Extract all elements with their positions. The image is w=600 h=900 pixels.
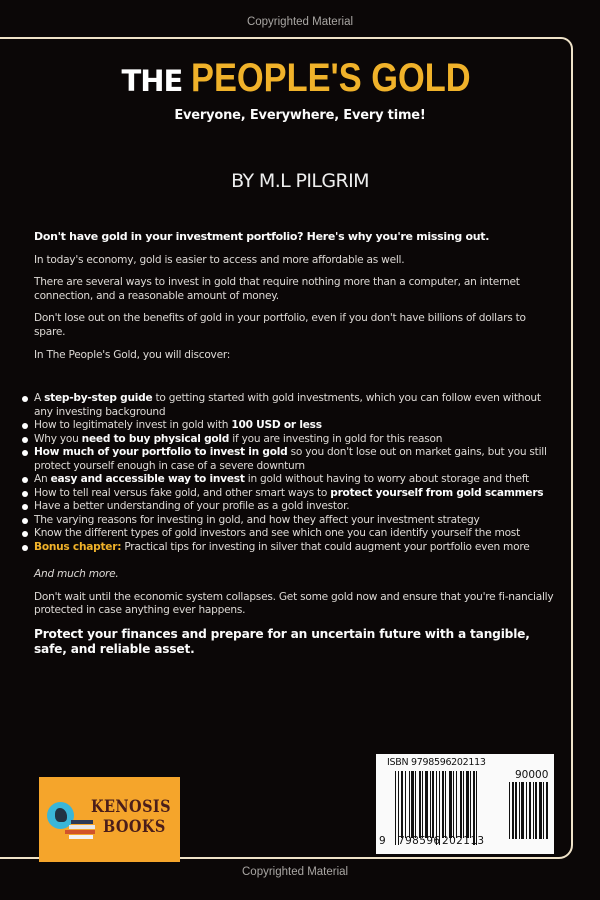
list-item: The varying reasons for investing in gold, and how they affect your investment strategy bbox=[34, 514, 554, 528]
list-item: How to legitimately invest in gold with 100 USD or less bbox=[34, 419, 554, 433]
barcode-addon-bars bbox=[509, 782, 560, 839]
blurb-paragraph: There are several ways to invest in gold that require nothing more than a computer, an internet connection, and a reasonable amount of money. bbox=[34, 276, 520, 302]
closing-paragraph: Don't wait until the economic system collapses. Get some gold now and ensure that you're fi-nancially protected in case anything ever happens. bbox=[34, 590, 554, 617]
list-item: A step-by-step guide to getting started with gold investments, which you can follow even without any investing background bbox=[34, 392, 554, 419]
and-more: And much more. bbox=[34, 568, 119, 581]
list-item: Why you need to buy physical gold if you are investing in gold for this reason bbox=[34, 433, 554, 447]
publisher-logo bbox=[39, 777, 180, 862]
blurb-hook: Don't have gold in your investment portfolio? Here's why you're missing out. bbox=[34, 230, 490, 243]
blurb bbox=[34, 230, 554, 667]
benefits-list bbox=[34, 392, 554, 554]
list-item: An easy and accessible way to invest in gold without having to worry about storage and theft bbox=[34, 473, 554, 487]
copyright-watermark-bottom: Copyrighted Material bbox=[242, 866, 349, 878]
title-main: PEOPLE'S GOLD bbox=[191, 56, 472, 100]
author-byline: BY M.L PILGRIM bbox=[231, 170, 369, 192]
barcode-digits-right: 202113 bbox=[442, 835, 485, 847]
list-item-bonus: Bonus chapter: Practical tips for investing in silver that could augment your portfolio even more bbox=[34, 541, 554, 555]
publisher-name-line1: KENOSIS bbox=[91, 797, 171, 817]
list-item: Know the different types of gold investors and see which one you can identify yourself the most bbox=[34, 527, 554, 541]
publisher-name-line2: BOOKS bbox=[103, 817, 166, 837]
list-item: Have a better understanding of your profile as a gold investor. bbox=[34, 500, 554, 514]
barcode-bars bbox=[395, 771, 481, 838]
isbn-barcode bbox=[376, 754, 554, 854]
list-item: How to tell real versus fake gold, and other smart ways to protect yourself from gold scammers bbox=[34, 487, 554, 501]
barcode-digits-left: 798596 bbox=[398, 835, 441, 847]
call-to-action: Protect your finances and prepare for an uncertain future with a tangible, safe, and reliable asset. bbox=[34, 626, 530, 657]
blurb-paragraph: Don't lose out on the benefits of gold in your portfolio, even if you don't have billions of dollars to spare. bbox=[34, 312, 526, 338]
barcode-addon-number: 90000 bbox=[515, 769, 549, 781]
tagline: Everyone, Everywhere, Every time! bbox=[174, 108, 426, 123]
title-prefix: THE bbox=[121, 64, 183, 98]
blurb-intro: In The People's Gold, you will discover: bbox=[34, 348, 231, 361]
books-stack-icon bbox=[65, 820, 95, 842]
book-title bbox=[0, 56, 600, 101]
blurb-paragraph: In today's economy, gold is easier to access and more affordable as well. bbox=[34, 253, 405, 266]
copyright-watermark-top: Copyrighted Material bbox=[246, 16, 354, 28]
list-item: How much of your portfolio to invest in gold so you don't lose out on market gains, but you still protect yourself enough in case of a severe downturn bbox=[34, 446, 554, 473]
barcode-digit-first: 9 bbox=[379, 835, 387, 847]
isbn-label: ISBN 9798596202113 bbox=[387, 757, 486, 768]
